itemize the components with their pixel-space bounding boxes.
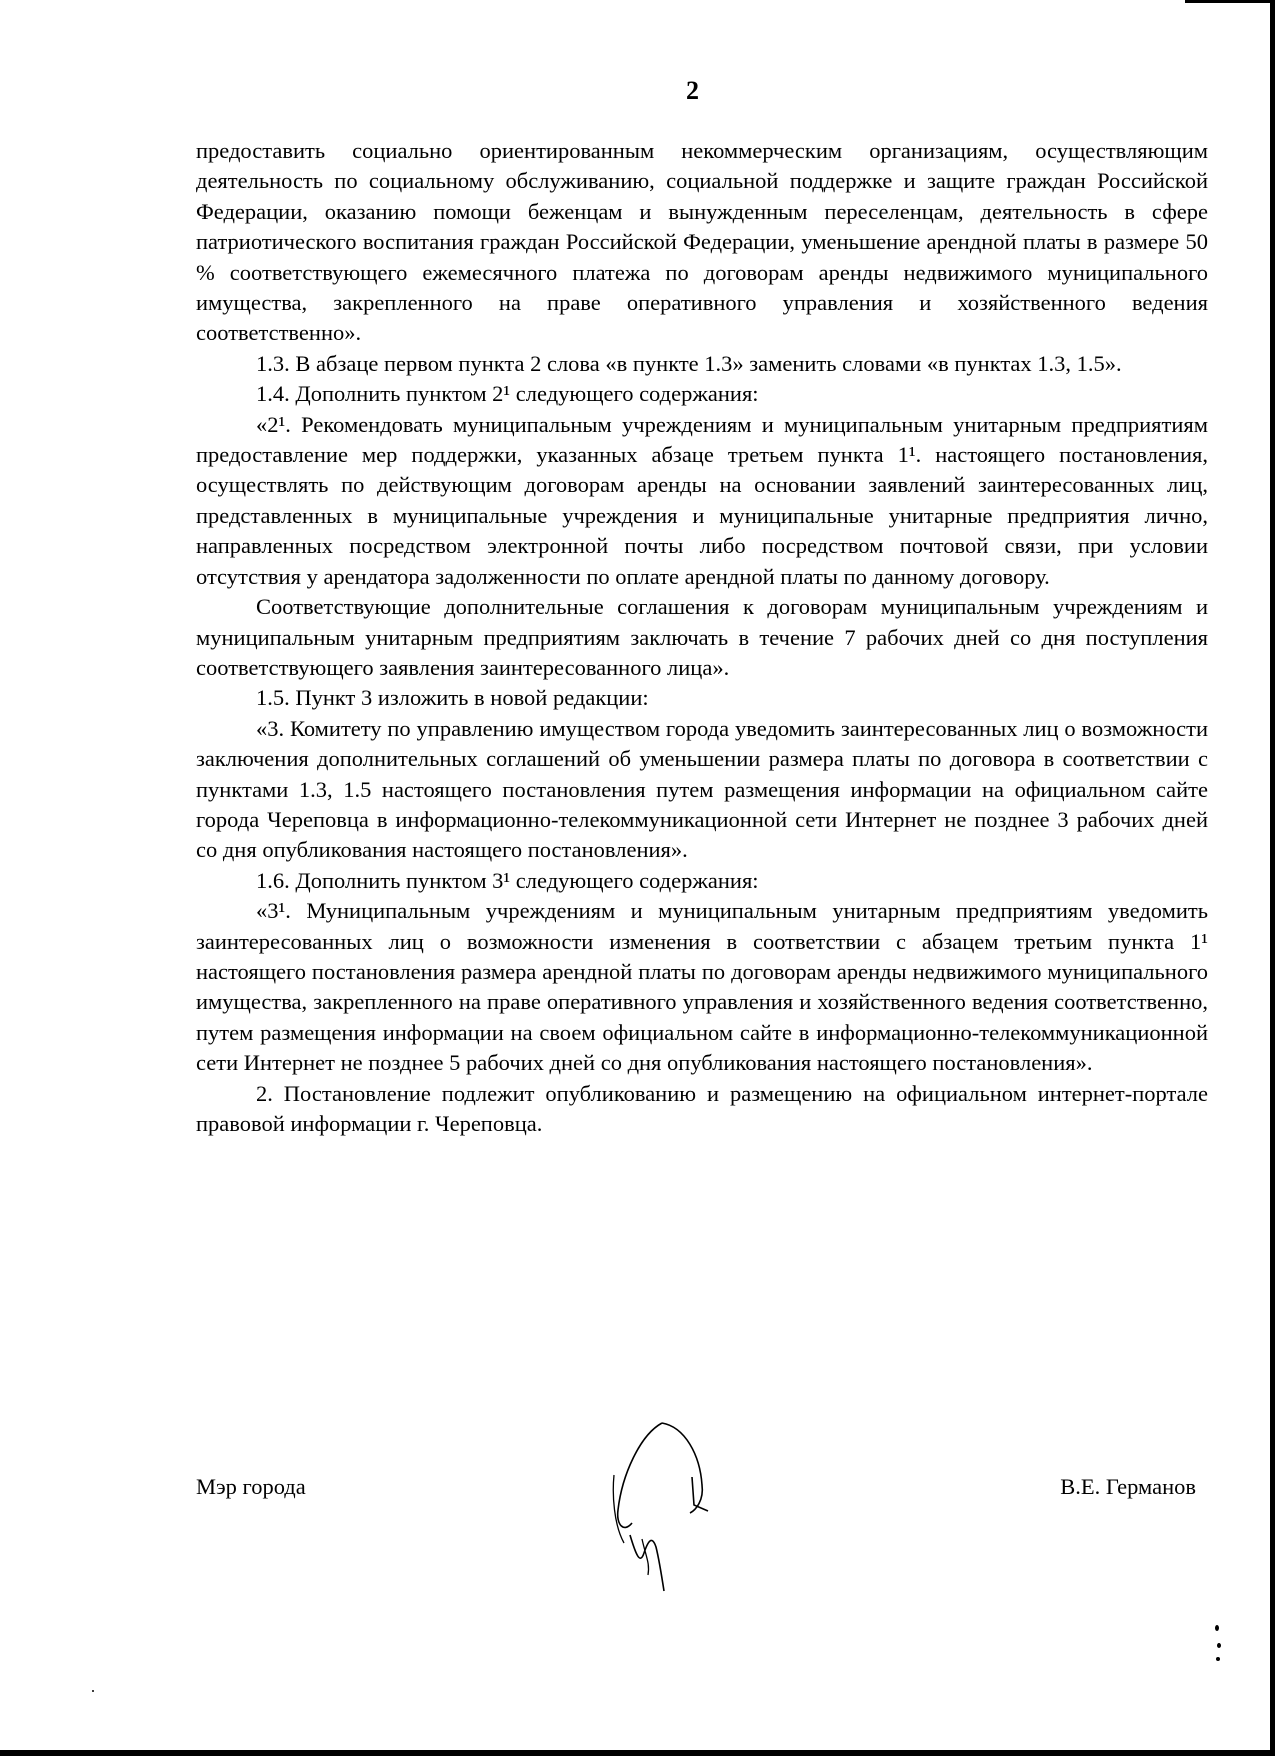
paragraph: Соответствующие дополнительные соглашения к договорам муниципальным учреждениям и муниципальным унитарным предприятиям заключать в течение 7 рабочих дней со дня поступления соответствующего заявления заинтересованного лица». (196, 594, 1208, 680)
paragraph: 1.5. Пункт 3 изложить в новой редакции: (256, 685, 649, 711)
paragraph: предоставить социально ориентированным некоммерческим организациям, осуществляющим деятельность по социальному обслуживанию, социальной поддержке и защите граждан Российской Федерации, оказанию помощи беженцам и вынужденным переселенцам, деятельность в сфере патриотического воспитания граждан Российской Федерации, уменьшение арендной платы в размере 50 % соответствующего ежемесячного платежа по договорам аренды недвижимого муниципального имущества, закрепленного на праве оперативного управления и хозяйственного ведения соответственно». (196, 138, 1208, 346)
signer-title: Мэр города (196, 1474, 306, 1499)
paragraph: 1.4. Дополнить пунктом 2¹ следующего содержания: (256, 381, 759, 407)
paragraph: «3¹. Муниципальным учреждениям и муниципальным унитарным предприятиям уведомить заинтересованных лиц о возможности изменения в соответствии с абзацем третьим пункта 1¹ настоящего постановления размера арендной платы по договорам аренды недвижимого муниципального имущества, закрепленного на праве оперативного управления и хозяйственного ведения соответственно, путем размещения информации на своем официальном сайте в информационно-телекоммуникационной сети Интернет не позднее 5 рабочих дней со дня опубликования настоящего постановления». (196, 898, 1208, 1076)
paragraph: 2. Постановление подлежит опубликованию и размещению на официальном интернет-портале правовой информации г. Череповца. (196, 1080, 1208, 1136)
paragraph: «3. Комитету по управлению имуществом города уведомить заинтересованных лиц о возможности заключения дополнительных соглашений об уменьшении размера платы по договора в соответствии с пунктами 1.3, 1.5 настоящего постановления путем размещения информации на официальном сайте города Череповца в информационно-телекоммуникационной сети Интернет не позднее 3 рабочих дней со дня опубликования настоящего постановления». (196, 715, 1208, 863)
handwritten-signature (600, 1415, 730, 1595)
paragraph: 1.3. В абзаце первом пункта 2 слова «в пункте 1.3» заменить словами «в пунктах 1.3, 1.5». (256, 350, 1122, 376)
scan-speck (92, 1690, 94, 1692)
scan-speck (1215, 1625, 1219, 1631)
scan-border-bottom (0, 1750, 1275, 1756)
page-number: 2 (686, 76, 699, 105)
scan-border-right (1270, 0, 1275, 1756)
signer-name: В.Е. Германов (1060, 1474, 1196, 1499)
scan-speck (1217, 1643, 1221, 1648)
paragraph: 1.6. Дополнить пунктом 3¹ следующего содержания: (256, 867, 759, 893)
scan-speck (1216, 1657, 1220, 1661)
scan-border-top (1185, 0, 1270, 3)
document-body (196, 136, 1208, 1139)
paragraph: «2¹. Рекомендовать муниципальным учреждениям и муниципальным унитарным предприятиям предоставление мер поддержки, указанных абзаце третьем пункта 1¹. настоящего постановления, осуществлять по действующим договорам аренды на основании заявлений заинтересованных лиц, представленных в муниципальные учреждения и муниципальные унитарные предприятия лично, направленных посредством электронной почты либо посредством почтовой связи, при условии отсутствия у арендатора задолженности по оплате арендной платы по данному договору. (196, 411, 1208, 589)
